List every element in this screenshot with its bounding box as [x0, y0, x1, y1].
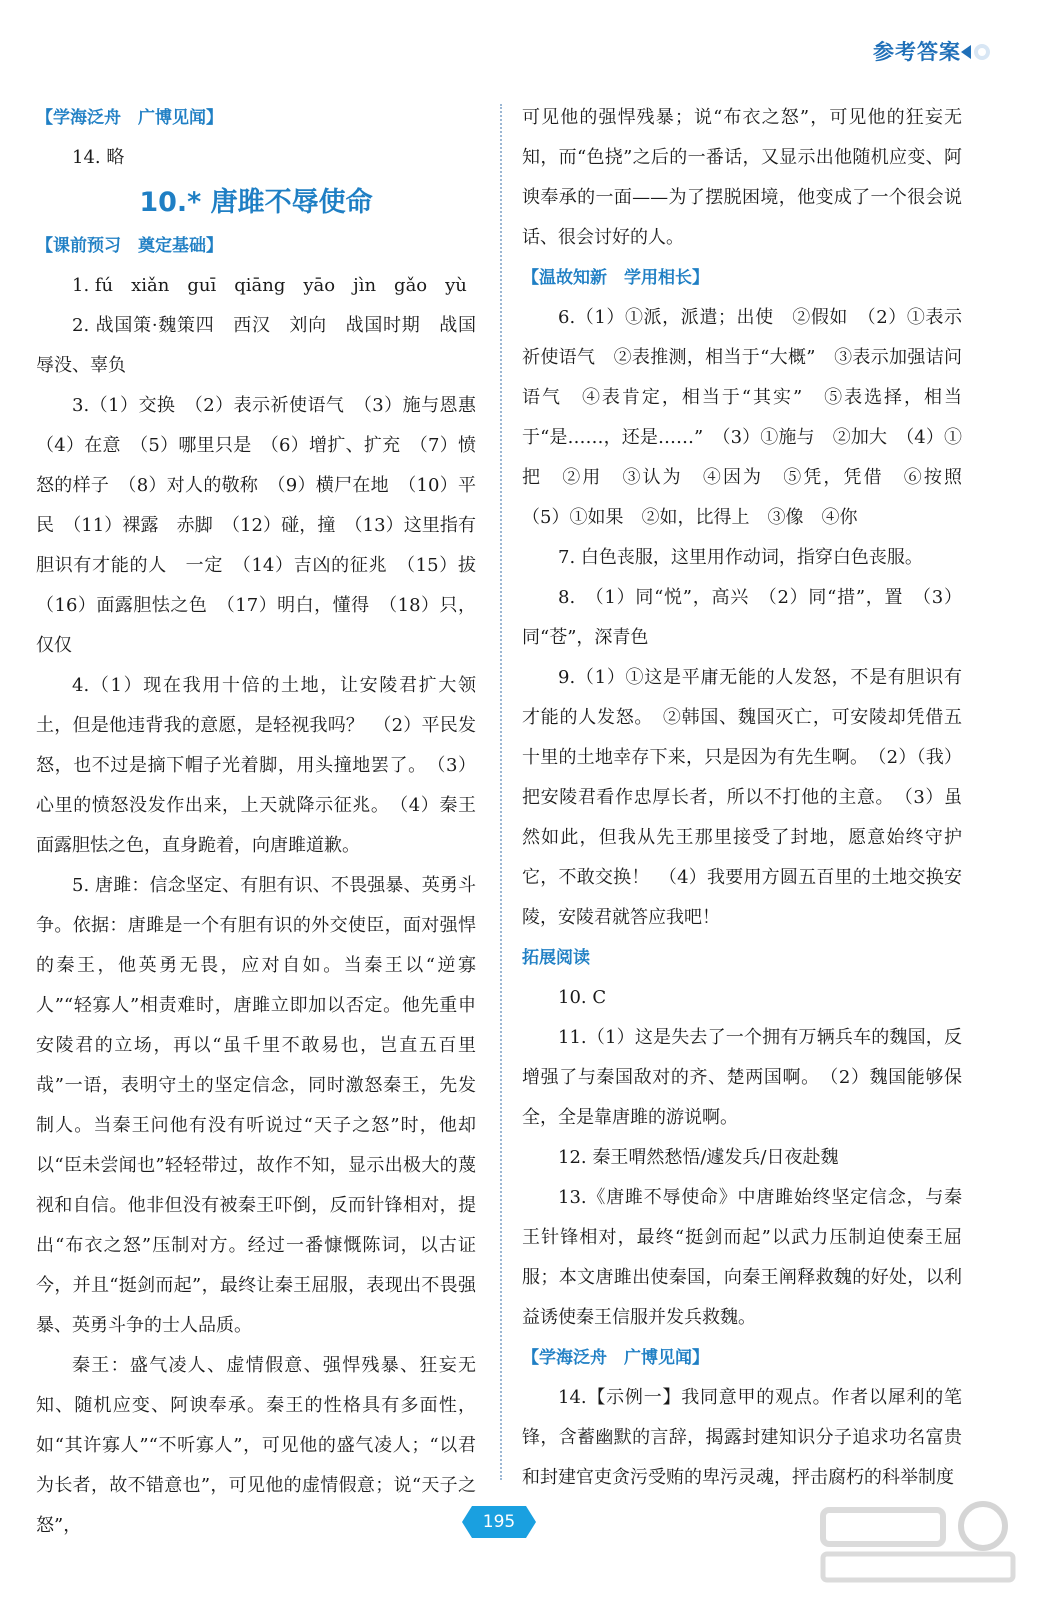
answer-2: 2. 战国策·魏策四 西汉 刘向 战国时期 战国 辱没、辜负	[36, 315, 494, 376]
answer-5: 5. 唐雎：信念坚定、有胆有识、不畏强暴、英勇斗争。依据：唐雎是一个有胆有识的外交使臣，面对强悍的秦王，他英勇无畏，应对自如。当秦王以“逆寡人”“轻寡人”相责难时，唐雎立即加以否定。他先重申安陵君的立场，再以“虽千里不敢易也，岂直五百里哉”一语，表明守土的坚定信念，同时激怒秦王，先发制人。当秦王问他有没有听说过“天子之怒”时，他却以“臣未尝闻也”轻轻带过，故作不知，显示出极大的蔑视和自信。他非但没有被秦王吓倒，反而针锋相对，提出“布衣之怒”压制对方。经过一番慷慨陈词，以古证今，并且“挺剑而起”，最终让秦王屈服，表现出不畏强暴、英勇斗争的士人品质。	[36, 875, 476, 1336]
section-heading: 【温故知新 学用相长】	[522, 268, 709, 288]
answer-14: 14. 略	[72, 147, 125, 168]
answer-5-continued: 可见他的强悍残暴；说“布衣之怒”，可见他的狂妄无知，而“色挠”之后的一番话，又显示出他随机应变、阿谀奉承的一面——为了摆脱困境，他变成了一个很会说话、很会讨好的人。	[522, 107, 962, 248]
chapter-title: 10.* 唐雎不辱使命	[139, 187, 373, 218]
answer-7: 7. 白色丧服，这里用作动词，指穿白色丧服。	[558, 547, 923, 568]
section-heading: 拓展阅读	[522, 948, 590, 968]
answer-1: 1. fú xiǎn guī qiāng yāo jìn gǎo yù	[72, 275, 467, 296]
page-header-title: 参考答案	[873, 40, 961, 64]
right-column	[522, 98, 980, 1498]
answer-5-qin: 秦王：盛气凌人、虚情假意、强悍残暴、狂妄无知、随机应变、阿谀奉承。秦王的性格具有多面性，如“其许寡人”“不听寡人”，可见他的盛气凌人；“以君为长者，故不错意也”，可见他的虚情假意；说“天子之怒”，	[36, 1355, 476, 1536]
answer-3: 3.（1）交换 （2）表示祈使语气 （3）施与恩惠 （4）在意 （5）哪里只是 （6）增扩、扩充 （7）愤怒的样子 （8）对人的敬称 （9）横尸在地 （10）平民 （11）裸露 赤脚 （12）碰，撞 （13）这里指有胆识有才能的人 一定 （14）吉凶的征兆 （15）拔 （16）面露胆怯之色 （17）明白，懂得 （18）只，仅仅	[36, 395, 494, 656]
section-heading: 【学海泛舟 广博见闻】	[522, 1348, 709, 1368]
answer-12: 12. 秦王喟然愁悟/遽发兵/日夜赴魏	[558, 1147, 839, 1168]
section-heading: 【学海泛舟 广博见闻】	[36, 108, 223, 128]
book-icon	[957, 42, 993, 62]
column-divider	[500, 104, 502, 1480]
answer-4: 4.（1）现在我用十倍的土地，让安陵君扩大领土，但是他违背我的意愿，是轻视我吗？ （2）平民发怒，也不过是摘下帽子光着脚，用头撞地罢了。 （3）心里的愤怒没发作出来，上天就降示征兆。 （4）秦王面露胆怯之色，直身跪着，向唐雎道歉。	[36, 675, 476, 856]
answer-10: 10. C	[558, 987, 607, 1008]
answer-8: 8. （1）同“悦”，高兴 （2）同“措”，置 （3）同“苍”，深青色	[522, 587, 962, 648]
answer-14-right: 14.【示例一】我同意甲的观点。作者以犀利的笔锋，含蓄幽默的言辞，揭露封建知识分子追求功名富贵和封建官吏贪污受贿的卑污灵魂，抨击腐朽的科举制度	[522, 1387, 962, 1488]
answer-9: 9.（1）①这是平庸无能的人发怒，不是有胆识有才能的人发怒。 ②韩国、魏国灭亡，可安陵却凭借五十里的土地幸存下来，只是因为有先生啊。 （2）（我）把安陵君看作忠厚长者，所以不打他的主意。 （3）虽然如此，但我从先王那里接受了封地，愿意始终守护它，不敢交换！ （4）我要用方圆五百里的土地交换安陵，安陵君就答应我吧！	[522, 667, 962, 928]
answer-6: 6.（1）①派，派遣；出使 ②假如 （2）①表示祈使语气 ②表推测，相当于“大概” ③表示加强诘问语气 ④表肯定，相当于“其实” ⑤表选择，相当于“是……，还是……” （3）①施与 ②加大 （4）①把 ②用 ③认为 ④因为 ⑤凭，凭借 ⑥按照 （5）①如果 ②如，比得上 ③像 ④你	[522, 307, 980, 528]
page-number: 195	[482, 1512, 516, 1532]
left-column	[36, 98, 494, 1546]
answer-13: 13.《唐雎不辱使命》中唐雎始终坚定信念，与秦王针锋相对，最终“挺剑而起”以武力压制迫使秦王屈服；本文唐雎出使秦国，向秦王阐释救魏的好处，以利益诱使秦王信服并发兵救魏。	[522, 1187, 962, 1328]
watermark-logo-icon	[813, 1496, 1023, 1586]
answer-11: 11.（1）这是失去了一个拥有万辆兵车的魏国，反增强了与秦国敌对的齐、楚两国啊。 （2）魏国能够保全，全是靠唐雎的游说啊。	[522, 1027, 962, 1128]
section-heading: 【课前预习 奠定基础】	[36, 236, 223, 256]
